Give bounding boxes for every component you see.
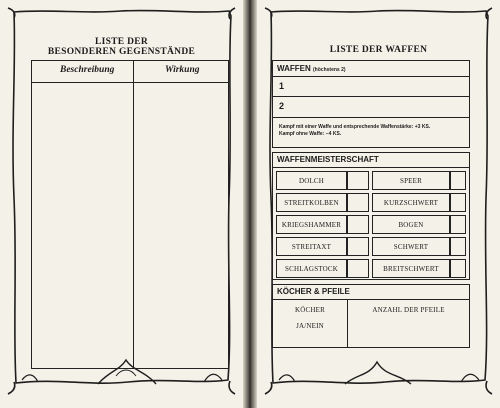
mastery-streitaxt[interactable]: STREITAXT — [276, 237, 347, 256]
mastery-dolch[interactable]: DOLCH — [276, 171, 347, 190]
special-items-title-line2: BESONDEREN GEGENSTÄNDE — [47, 47, 196, 57]
special-items-title-line1: LISTE DER — [94, 37, 149, 47]
mastery-streitkolben[interactable]: STREITKOLBEN — [276, 193, 347, 212]
left-page — [0, 0, 243, 408]
quiver-arrows-box — [272, 284, 470, 348]
book-gutter — [243, 0, 257, 408]
mastery-dolch-checkbox[interactable] — [347, 171, 369, 190]
weapon-slot-1[interactable] — [273, 77, 469, 96]
weapon-mastery-heading: WAFFENMEISTERSCHAFT — [273, 153, 469, 168]
mastery-breitschwert-checkbox[interactable] — [450, 259, 466, 278]
mastery-bogen-checkbox[interactable] — [450, 215, 466, 234]
weapon-slot-2[interactable] — [273, 97, 469, 117]
mastery-schlagstock-checkbox[interactable] — [347, 259, 369, 278]
mastery-bogen[interactable]: BOGEN — [372, 215, 450, 234]
special-items-table-header — [32, 61, 228, 83]
weapons-limit-note: (höchstens 2) — [313, 67, 346, 73]
weapon-slot-divider-2 — [273, 117, 469, 118]
weapon-slot-number-1: 1 — [279, 81, 285, 91]
mastery-speer-checkbox[interactable] — [450, 171, 466, 190]
description-column-area[interactable] — [32, 83, 133, 368]
mastery-kurzschwert[interactable]: KURZSCHWERT — [372, 193, 450, 212]
quiver-label: KÖCHER — [295, 306, 325, 314]
mastery-schlagstock[interactable]: SCHLAGSTOCK — [276, 259, 347, 278]
mastery-breitschwert[interactable]: BREITSCHWERT — [372, 259, 450, 278]
weapons-box — [272, 60, 470, 148]
mastery-streitkolben-checkbox[interactable] — [347, 193, 369, 212]
quiver-yes-no[interactable]: JA/NEIN — [296, 322, 324, 330]
mastery-streitaxt-checkbox[interactable] — [347, 237, 369, 256]
unarmed-penalty-note: Kampf ohne Waffe: −4 KS. — [279, 131, 342, 137]
column-header-effect: Wirkung — [165, 65, 200, 75]
weapons-list-title: LISTE DER WAFFEN — [329, 45, 428, 55]
weapon-bonus-note: Kampf mit einer Waffe und entsprechende Waffenstärke: +3 KS. — [279, 124, 431, 130]
arrow-count-field[interactable] — [348, 317, 469, 347]
weapon-slot-number-2: 2 — [279, 101, 285, 111]
mastery-speer[interactable]: SPEER — [372, 171, 450, 190]
mastery-schwert[interactable]: SCHWERT — [372, 237, 450, 256]
special-items-table — [31, 60, 229, 369]
mastery-schwert-checkbox[interactable] — [450, 237, 466, 256]
mastery-kurzschwert-checkbox[interactable] — [450, 193, 466, 212]
weapons-heading: WAFFEN (höchstens 2) — [273, 61, 469, 77]
quiver-arrows-heading: KÖCHER & PFEILE — [273, 285, 469, 300]
mastery-kriegshammer[interactable]: KRIEGSHAMMER — [276, 215, 347, 234]
effect-column-area[interactable] — [134, 83, 228, 368]
mastery-kriegshammer-checkbox[interactable] — [347, 215, 369, 234]
arrow-count-label: ANZAHL DER PFEILE — [372, 306, 445, 314]
column-header-description: Beschreibung — [60, 65, 115, 75]
